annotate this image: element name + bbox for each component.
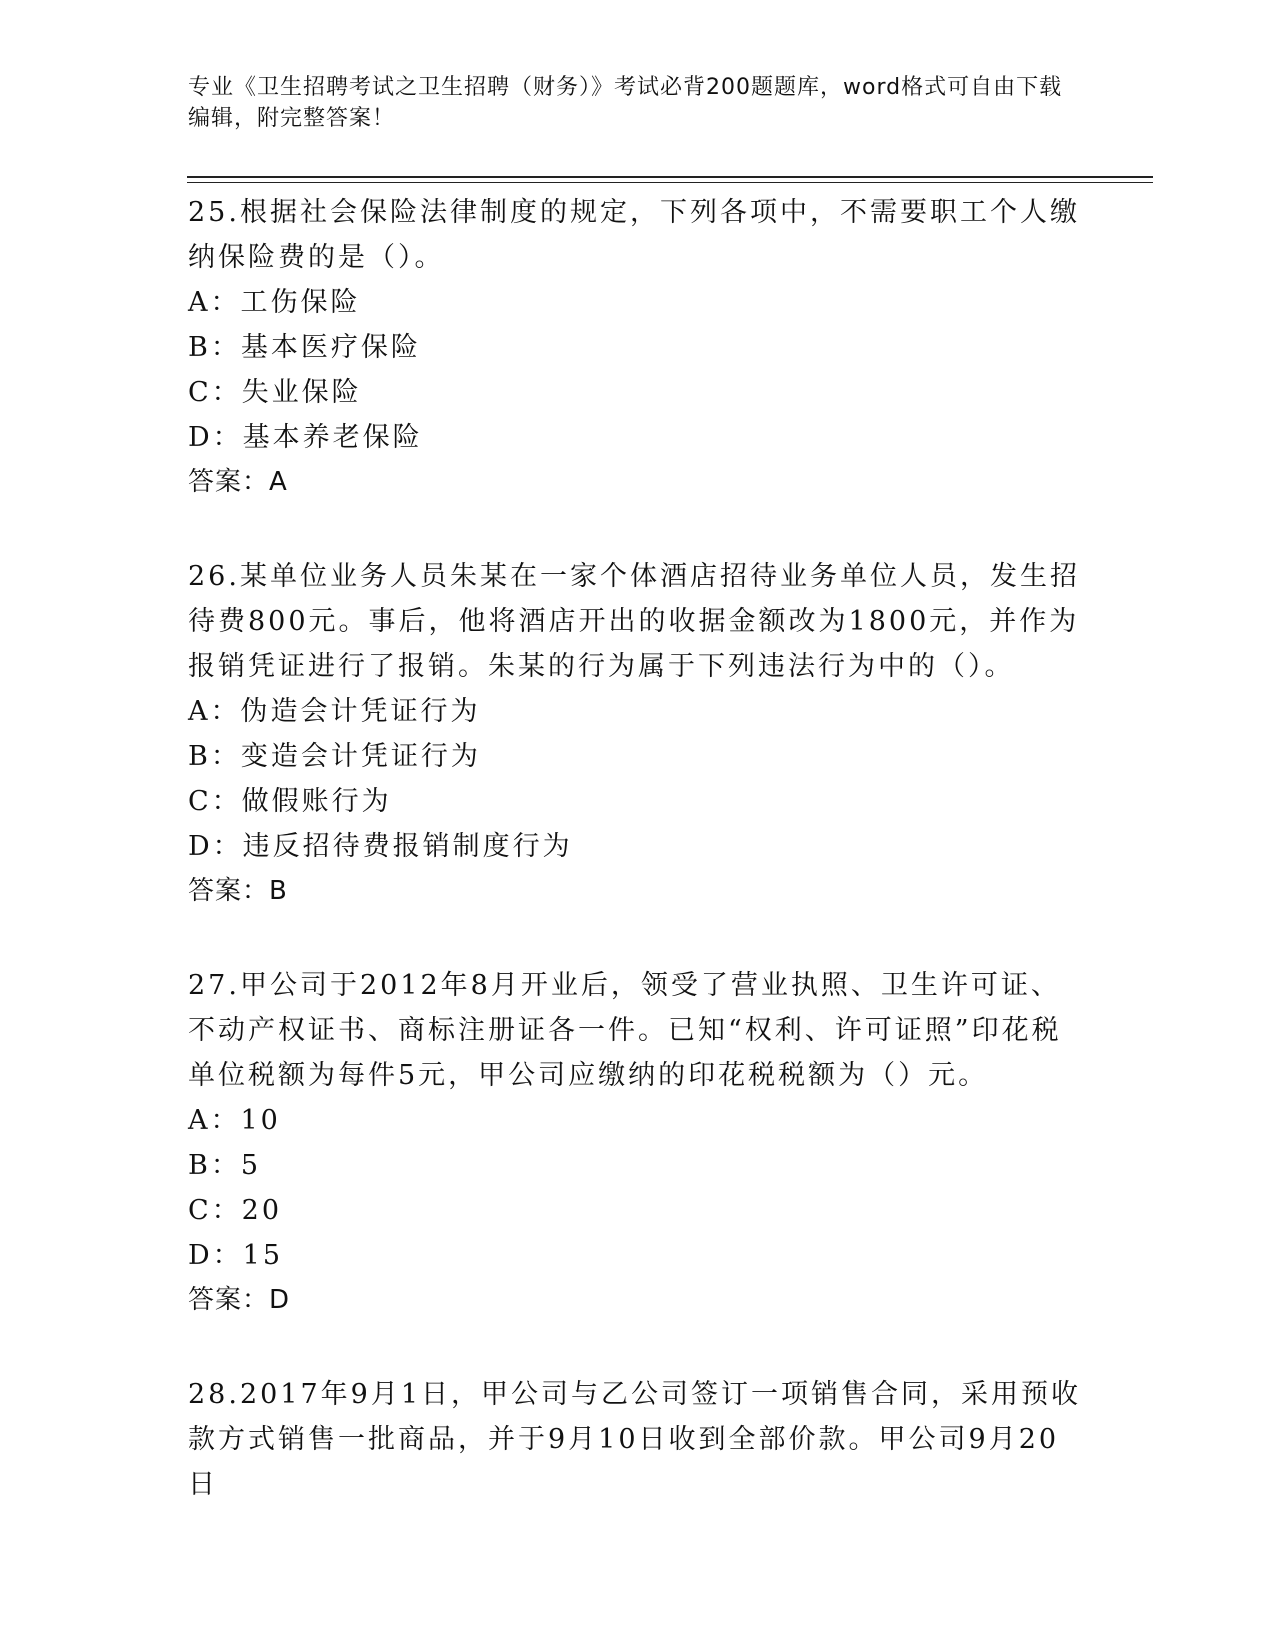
- option-b: B：5: [188, 1150, 262, 1181]
- question-stem: 26.某单位业务人员朱某在一家个体酒店招待业务单位人员，发生招待费800元。事后，他将酒店开出的收据金额改为1800元，并作为报销凭证进行了报销。朱某的行为属于下列违法行为中的（）。: [188, 561, 1080, 682]
- question-26: [188, 554, 1088, 913]
- option-a: A：10: [188, 1105, 281, 1136]
- question-25: [188, 190, 1088, 504]
- option-b: B：基本医疗保险: [188, 332, 421, 363]
- question-27: [188, 963, 1088, 1322]
- answer: 答案：B: [188, 876, 288, 906]
- option-b: B：变造会计凭证行为: [188, 741, 481, 772]
- answer: 答案：D: [188, 1285, 291, 1315]
- question-stem: 27.甲公司于2012年8月开业后，领受了营业执照、卫生许可证、不动产权证书、商标注册证各一件。已知“权利、许可证照”印花税单位税额为每件5元，甲公司应缴纳的印花税税额为（）元。: [188, 970, 1062, 1091]
- option-c: C：失业保险: [188, 377, 362, 408]
- header-divider-thin: [187, 182, 1153, 183]
- option-c: C：做假账行为: [188, 786, 392, 817]
- answer: 答案：A: [188, 467, 288, 497]
- question-28: [188, 1372, 1088, 1507]
- page-header: 专业《卫生招聘考试之卫生招聘（财务）》考试必背200题题库，word格式可自由下载编辑，附完整答案！: [188, 75, 1063, 131]
- header-divider: [187, 176, 1153, 178]
- option-a: A：工伤保险: [188, 287, 361, 318]
- question-list: [188, 190, 1088, 1557]
- option-a: A：伪造会计凭证行为: [188, 696, 481, 727]
- option-d: D：违反招待费报销制度行为: [188, 831, 573, 862]
- option-d: D：基本养老保险: [188, 422, 423, 453]
- question-stem: 28.2017年9月1日，甲公司与乙公司签订一项销售合同，采用预收款方式销售一批商品，并于9月10日收到全部价款。甲公司9月20日: [188, 1379, 1082, 1500]
- option-d: D：15: [188, 1240, 284, 1271]
- question-stem: 25.根据社会保险法律制度的规定，下列各项中，不需要职工个人缴纳保险费的是（）。: [188, 197, 1080, 273]
- option-c: C：20: [188, 1195, 283, 1226]
